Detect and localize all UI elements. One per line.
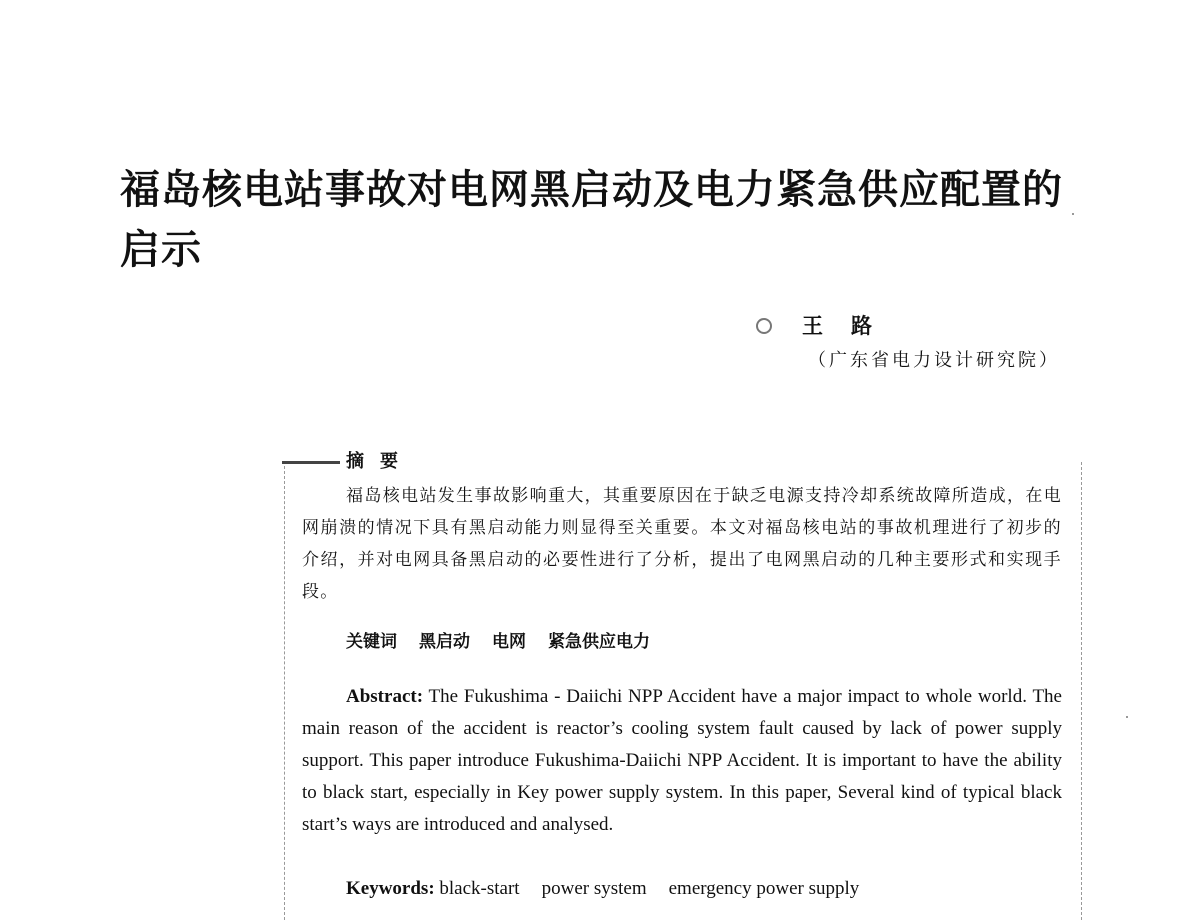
chinese-keywords (346, 627, 650, 657)
english-keyword: black-start (439, 878, 520, 899)
chinese-abstract-body: 福岛核电站发生事故影响重大，其重要原因在于缺乏电源支持冷却系统故障所造成，在电网崩溃的情况下具有黑启动能力则显得至关重要。本文对福岛核电站的事故机理进行了初步的介绍，并对电网具备黑启动的必要性进行了分析，提出了电网黑启动的几种主要形式和实现手段。 (302, 486, 1062, 602)
english-keyword: emergency power supply (668, 878, 860, 899)
chinese-keywords-label: 关键词 (346, 632, 397, 652)
english-abstract (302, 681, 1062, 841)
author-line (756, 310, 900, 342)
scan-speck (1126, 716, 1128, 718)
abstract-box-right-border (1081, 462, 1082, 920)
chinese-keyword: 紧急供应电力 (548, 632, 650, 652)
chinese-keyword: 黑启动 (419, 632, 470, 652)
chinese-keyword: 电网 (492, 632, 526, 652)
abstract-heading: 摘要 (346, 451, 414, 472)
english-keywords (346, 874, 859, 904)
english-abstract-label: Abstract: (346, 686, 424, 707)
english-keywords-label: Keywords: (346, 878, 435, 899)
author-affiliation: （广东省电力设计研究院） (808, 350, 1060, 371)
abstract-heading-rule (282, 461, 340, 464)
circle-bullet-icon (756, 318, 772, 334)
english-keyword: power system (541, 878, 647, 899)
paper-title: 福岛核电站事故对电网黑启动及电力紧急供应配置的启示 (120, 167, 1063, 273)
scan-speck (1072, 213, 1074, 215)
abstract-box-left-border (284, 466, 285, 920)
english-abstract-body: The Fukushima - Daiichi NPP Accident have a major impact to whole world. The main reason of the accident is reactor’s cooling system fault caused by lack of power supply support. This paper introduce Fukushima-Daiichi NPP Accident. It is important to have the ability to black start, especially in Key power supply system. In this paper, Several kind of typical black start’s ways are introduced and analysed. (302, 686, 1062, 835)
author-name: 王路 (802, 314, 900, 338)
